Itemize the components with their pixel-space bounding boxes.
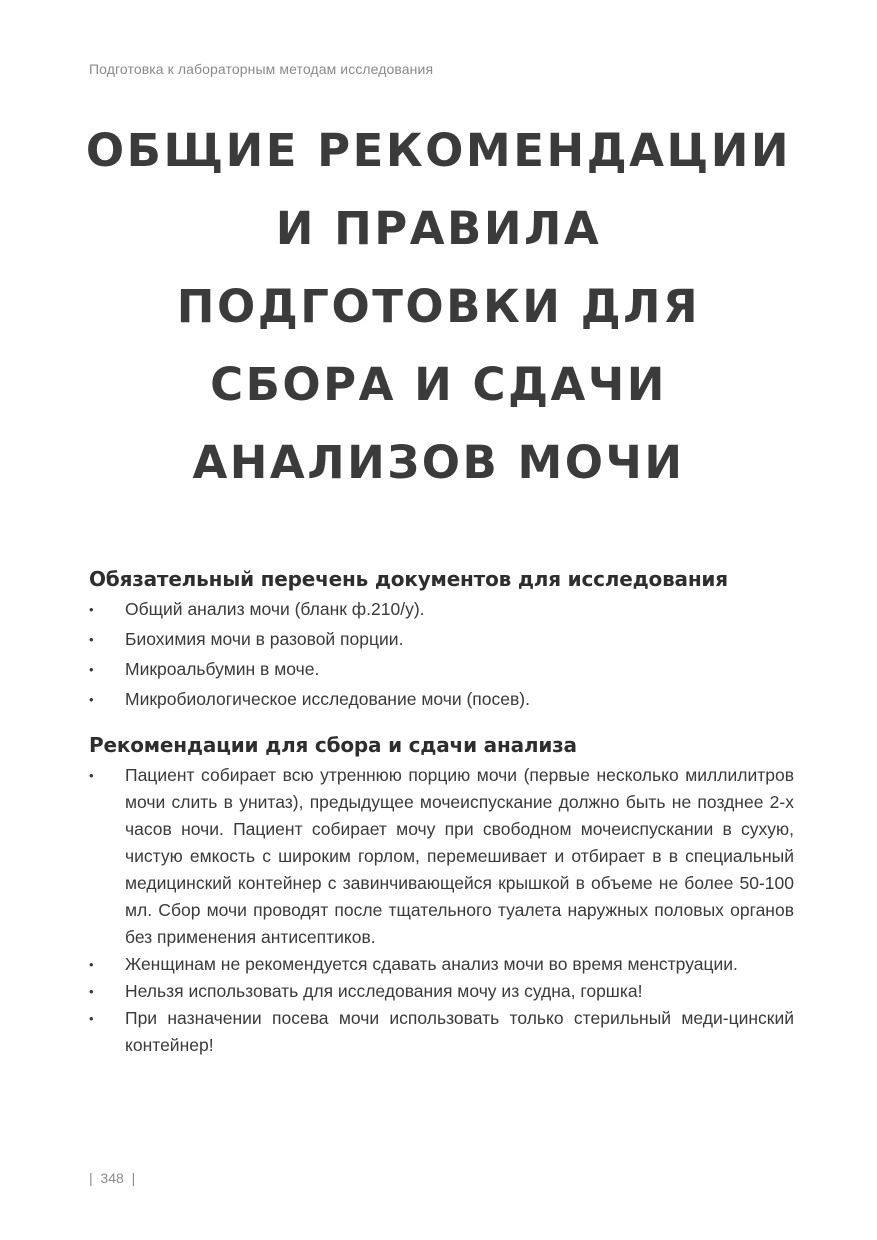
list-item xyxy=(89,626,794,653)
bullet-icon: • xyxy=(89,662,94,677)
recommendations-list xyxy=(89,762,794,1059)
list-item xyxy=(89,686,794,713)
list-item xyxy=(89,656,794,683)
title-line: СБОРА И СДАЧИ xyxy=(210,358,667,411)
bullet-icon: • xyxy=(89,768,94,783)
list-item-text: Пациент собирает всю утреннюю порцию мочи (первые несколько миллилитров мочи слить в унитаз), предыдущее мочеиспускание должно быть не позднее 2-х часов ночи. Пациент собирает мочу при свободном мочеиспускании в сухую, чистую емкость с широким горлом, перемешивает и отбирает в в специальный медицинский контейнер с завинчивающейся крышкой в объеме не более 50-100 мл. Сбор мочи проводят после тщательного туалета наружных половых органов без применения антисептиков. xyxy=(125,765,794,947)
page-number xyxy=(89,1170,135,1186)
title-line: ОБЩИЕ РЕКОМЕНДАЦИИ xyxy=(85,124,792,177)
page-number-separator: | xyxy=(131,1170,136,1186)
list-item-text: Биохимия мочи в разовой порции. xyxy=(125,629,404,649)
recommendations-section xyxy=(89,733,794,1059)
list-item-text: При назначении посева мочи использовать только стерильный меди-цинский контейнер! xyxy=(125,1008,794,1055)
bullet-icon: • xyxy=(89,632,94,647)
list-item-text: Микроальбумин в моче. xyxy=(125,659,320,679)
page-number-value: 348 xyxy=(100,1170,124,1186)
title-line: АНАЛИЗОВ МОЧИ xyxy=(192,436,685,489)
running-header: Подготовка к лабораторным методам исследования xyxy=(89,61,434,77)
documents-section xyxy=(89,567,794,716)
list-item xyxy=(89,762,794,951)
list-item-text: Общий анализ мочи (бланк ф.210/у). xyxy=(125,599,425,619)
bullet-icon: • xyxy=(89,957,94,972)
bullet-icon: • xyxy=(89,602,94,617)
list-item xyxy=(89,951,794,978)
list-item-text: Микробиологическое исследование мочи (посев). xyxy=(125,689,530,709)
documents-heading: Обязательный перечень документов для исследования xyxy=(89,567,728,591)
list-item xyxy=(89,1005,794,1059)
list-item xyxy=(89,978,794,1005)
bullet-icon: • xyxy=(89,692,94,707)
list-item-text: Нельзя использовать для исследования мочу из судна, горшка! xyxy=(125,981,643,1001)
list-item xyxy=(89,596,794,623)
title-line: ПОДГОТОВКИ ДЛЯ xyxy=(176,280,701,333)
recommendations-heading: Рекомендации для сбора и сдачи анализа xyxy=(89,733,577,757)
bullet-icon: • xyxy=(89,984,94,999)
documents-list xyxy=(89,596,794,713)
bullet-icon: • xyxy=(89,1011,94,1026)
title-line: И ПРАВИЛА xyxy=(275,202,602,255)
list-item-text: Женщинам не рекомендуется сдавать анализ мочи во время менструации. xyxy=(125,954,738,974)
page-number-separator: | xyxy=(89,1170,93,1186)
page-title xyxy=(60,112,817,502)
